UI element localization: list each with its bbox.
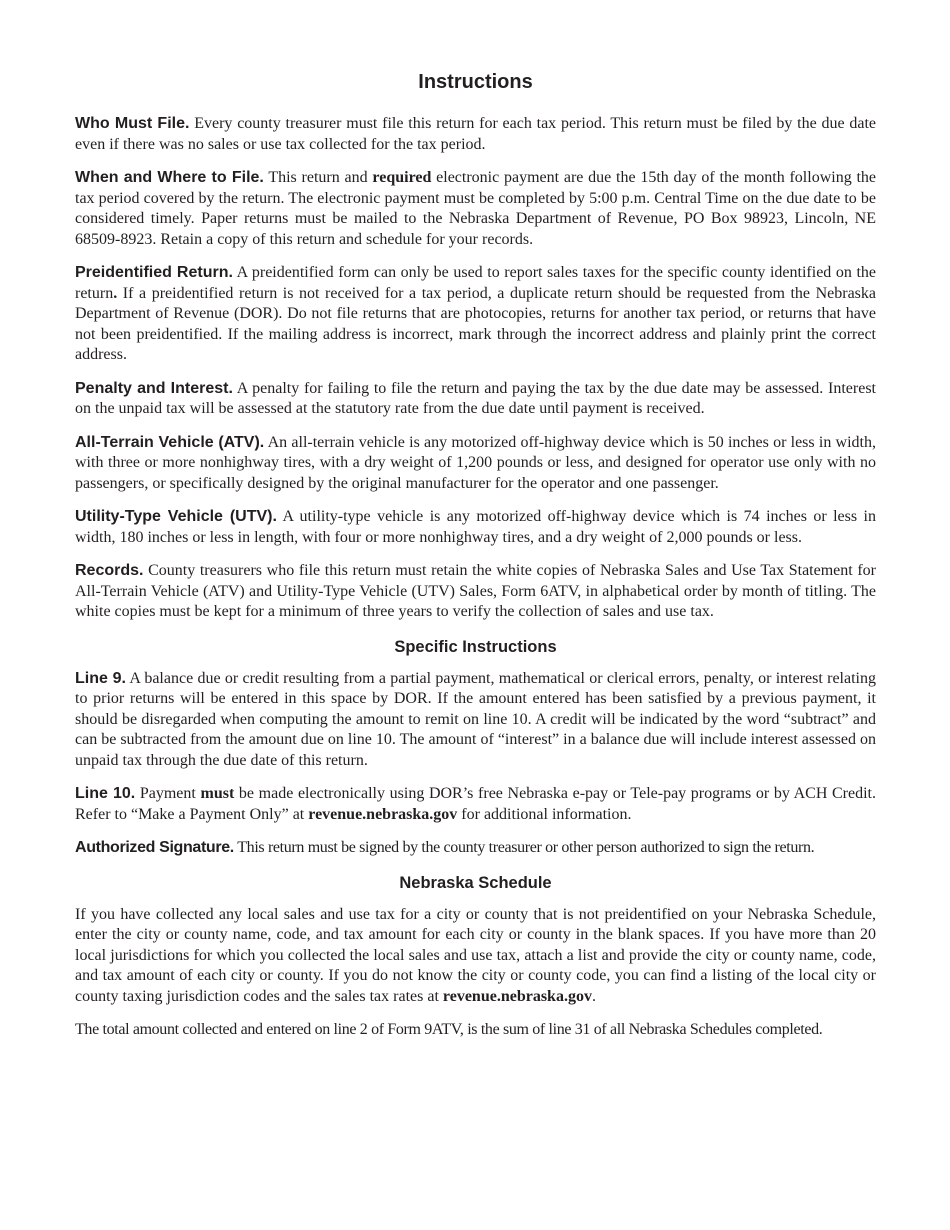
who-must-file-heading: Who Must File. [75,115,190,132]
page-title: Instructions [418,71,533,93]
line9-text: A balance due or credit resulting from a partial payment, mathematical or clerical errors, penalty, or interest relating to prior returns will be entered in this space by DOR. If the amount entered has been satisfied by a previous payment, it should be disregarded when computing the amount to remit on line 10. A credit will be indicated by the word “subtract” and can be subtracted from the amount due on line 10. The amount of “interest” in a balance due will include interest assessed on unpaid tax through the due date of this return. [75,669,876,769]
when-where-paragraph [75,168,876,250]
preidentified-paragraph [75,263,876,366]
utv-paragraph [75,507,876,548]
instructions-page [75,68,876,1054]
preidentified-bold: . [113,284,118,302]
when-where-text-1: This return and [263,169,373,186]
nebraska-schedule-heading: Nebraska Schedule [399,873,552,892]
schedule-text-1: If you have collected any local sales and use tax for a city or county that is not preidentified on your Nebraska Schedule, enter the city or county name, code, and tax amount for each city or county in the blank spaces. If you have more than 20 local jurisdictions for which you collected the local sales and use tax, attach a list and provide the city or county name, code, and tax amount of each city or county. If you do not know the city or county code, you can find a listing of the local city or county taxing jurisdiction codes and the sales tax rates at [75,905,876,1005]
line9-heading: Line 9. [75,669,126,687]
penalty-heading: Penalty and Interest. [75,379,233,397]
penalty-paragraph [75,379,876,420]
schedule-text-2: . [591,987,596,1005]
signature-text: This return must be signed by the county treasurer or other person authorized to sign the return. [233,839,815,856]
records-heading: Records. [75,562,144,579]
preidentified-text-1: A preidentified form can only be used to report sales taxes for the specific county identified on the return [75,264,876,302]
specific-instructions-heading: Specific Instructions [394,637,557,656]
line10-bold-must: must [200,785,235,802]
when-where-bold: required [372,169,432,186]
when-where-heading: When and Where to File. [75,169,264,186]
line10-text-2: be made electronically using DOR’s free Nebraska e-pay or Tele-pay programs or by ACH Credit. Refer to “Make a Payment Only” at [75,785,877,823]
who-must-file-paragraph [75,114,876,155]
signature-heading: Authorized Signature. [75,839,234,856]
atv-text: An all-terrain vehicle is any motorized off-highway device which is 50 inches or less in width, with three or more nonhighway tires, with a dry weight of 1,200 pounds or less, and designed for operator use only with no passengers, or specifically designed by the original manufacturer for the operator and one passenger. [75,433,876,492]
who-must-file-text: Every county treasurer must file this return for each tax period. This return must be filed by the due date even if there was no sales or use tax collected for the tax period. [75,115,877,153]
schedule-paragraph-2: The total amount collected and entered on line 2 of Form 9ATV, is the sum of line 31 of all Nebraska Schedules completed. [75,1021,823,1038]
revenue-website-link: revenue.nebraska.gov [308,805,458,823]
atv-heading: All-Terrain Vehicle (ATV). [75,433,265,451]
records-text: County treasurers who file this return must retain the white copies of Nebraska Sales and Use Tax Statement for All-Terrain Vehicle (ATV) and Utility-Type Vehicle (UTV) Sales, Form 6ATV, in alphabetical order by month of titling. The white copies must be kept for a minimum of three years to verify the collection of sales and use tax. [75,562,876,620]
utv-heading: Utility-Type Vehicle (UTV). [75,508,277,525]
line10-heading: Line 10. [75,785,136,802]
when-where-text-2: electronic payment are due the 15th day of the month following the tax period covered by the return. The electronic payment must be completed by 5:00 p.m. Central Time on the due date to be considered timely. Paper returns must be mailed to the Nebraska Department of Revenue, PO Box 98923, Lincoln, NE 68509-8923. Retain a copy of this return and schedule for your records. [75,169,877,248]
preidentified-heading: Preidentified Return. [75,264,233,281]
atv-paragraph [75,433,876,495]
schedule-paragraph-1 [75,905,876,1008]
signature-paragraph [75,838,876,859]
penalty-text: A penalty for failing to file the return and paying the tax by the due date may be assessed. Interest on the unpaid tax will be assessed at the statutory rate from the due date until payment is received. [75,379,876,417]
line9-paragraph [75,669,876,772]
line10-text-1: Payment [135,785,201,802]
utv-text: A utility-type vehicle is any motorized off-highway device which is 74 inches or less in width, 180 inches or less in length, with four or more nonhighway tires, and a dry weight of 2,000 pounds or less. [75,508,876,546]
preidentified-text-2: If a preidentified return is not received for a tax period, a duplicate return should be requested from the Nebraska Department of Revenue (DOR). Do not file returns that are photocopies, returns for another tax period, or returns that have not been preidentified. If the mailing address is incorrect, mark through the incorrect address and plainly print the correct address. [75,284,876,363]
schedule-website-link: revenue.nebraska.gov [442,987,592,1005]
line10-paragraph [75,784,876,825]
line10-text-3: for additional information. [457,805,632,823]
records-paragraph [75,561,876,623]
